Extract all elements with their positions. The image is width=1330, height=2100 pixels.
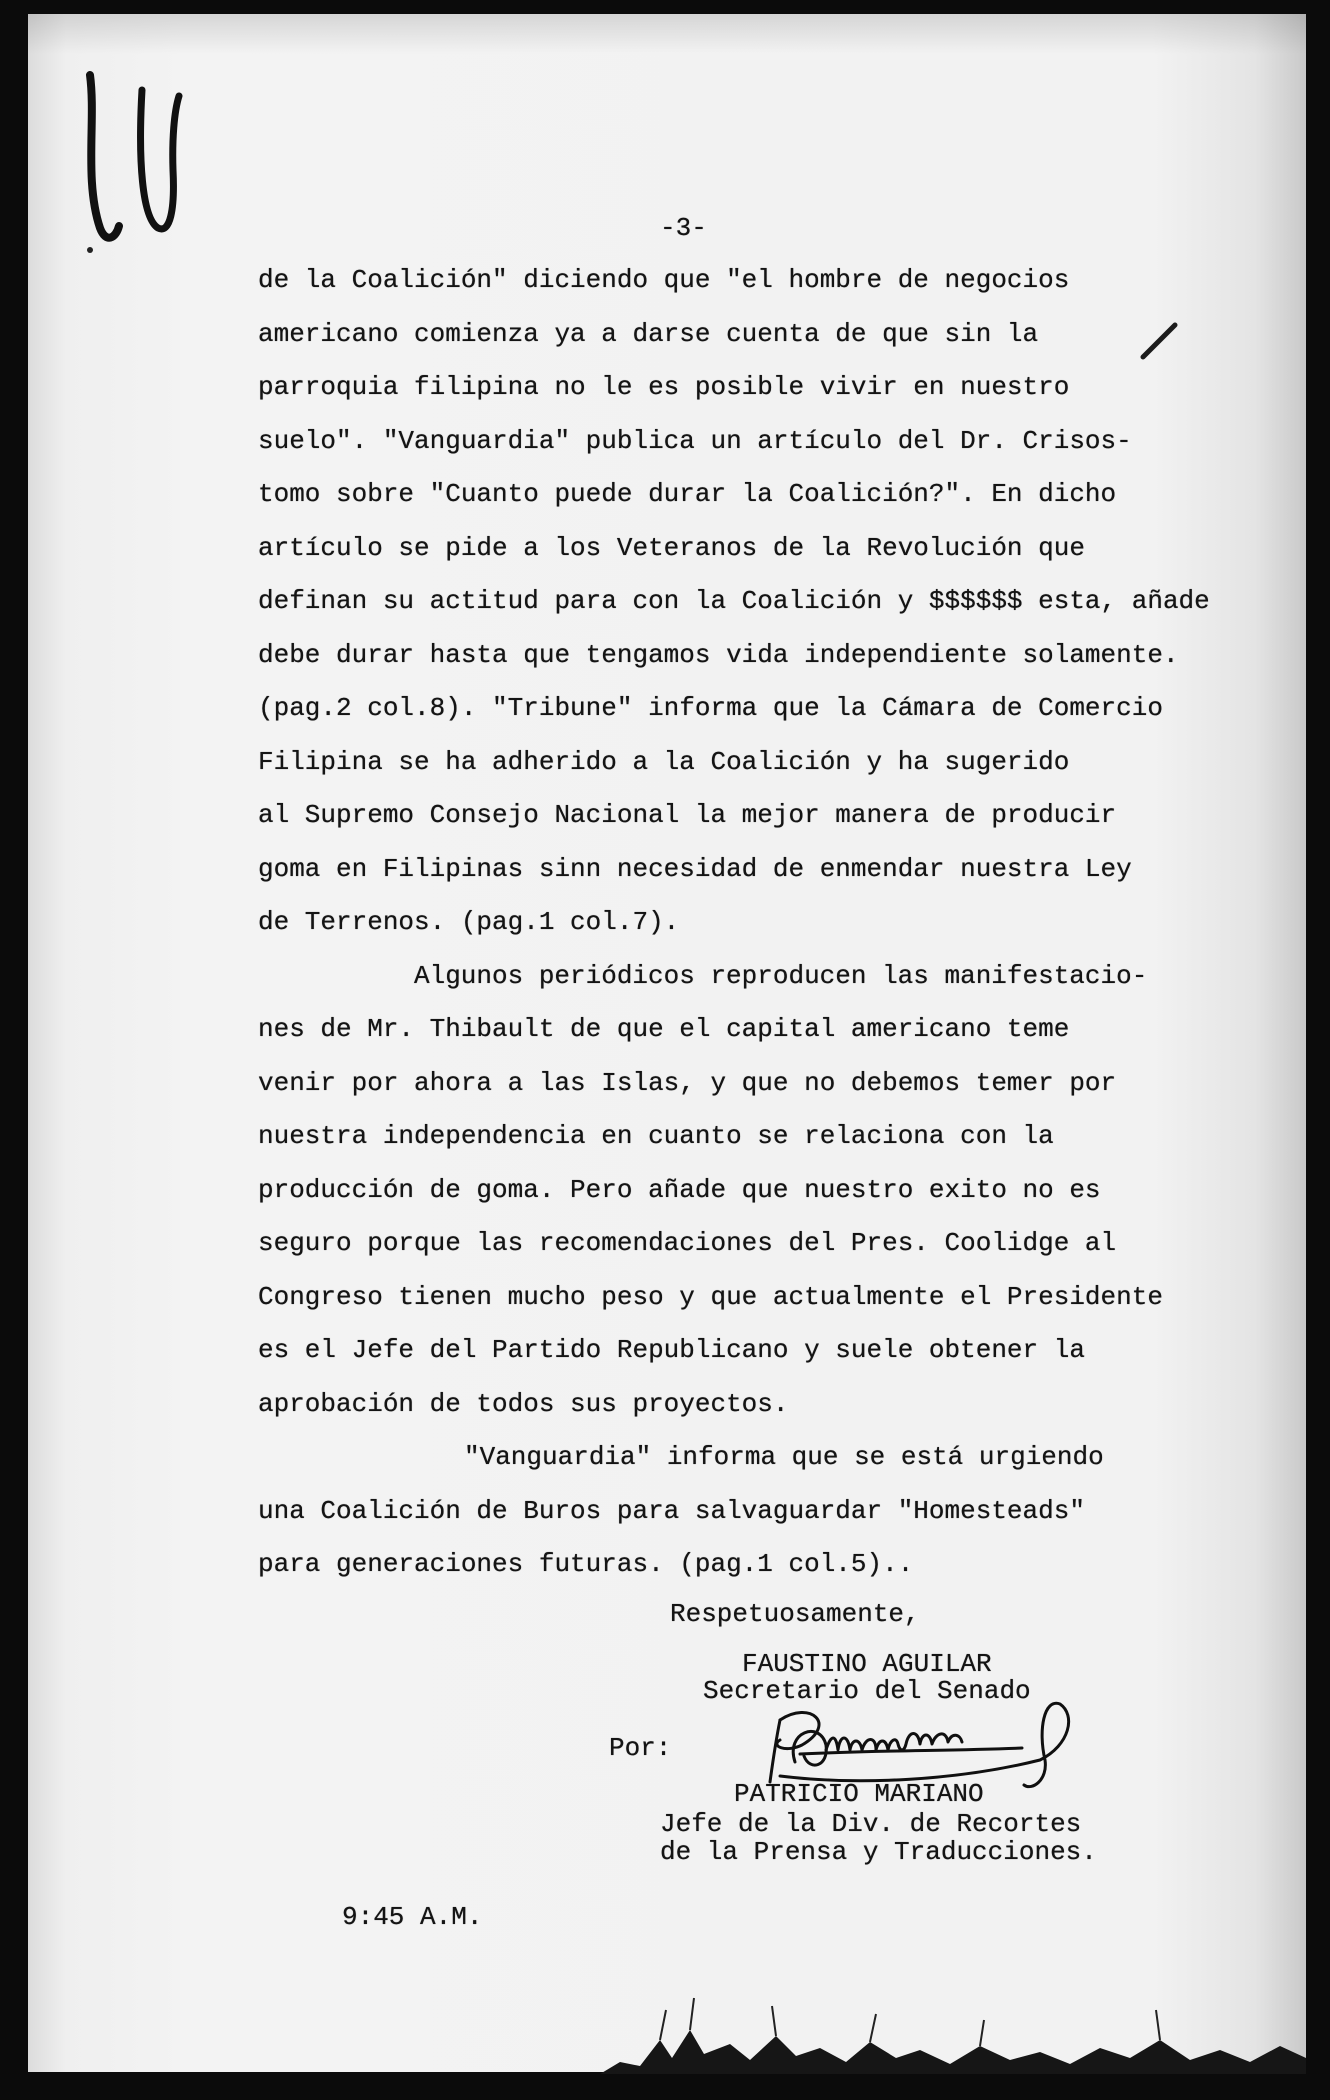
text-line: Filipina se ha adherido a la Coalición y ha sugerido (258, 746, 1070, 777)
text-line: de Terrenos. (pag.1 col.7). (258, 907, 680, 937)
by-label: Por: (609, 1733, 672, 1763)
agent-title-line-1: Jefe de la Div. de Recortes (660, 1809, 1082, 1839)
closing-salutation: Respetuosamente, (670, 1599, 920, 1629)
paragraph-first-line: "Vanguardia" informa que se está urgiendo (464, 1442, 1104, 1472)
text-line: para generaciones futuras. (pag.1 col.5).. (258, 1549, 914, 1579)
page-number: -3- (660, 213, 707, 243)
text-line: es el Jefe del Partido Republicano y suele obtener la (258, 1335, 1085, 1365)
agent-name: PATRICIO MARIANO (734, 1779, 984, 1809)
text-line: seguro porque las recomendaciones del Pres. Coolidge al (258, 1228, 1117, 1258)
text-line: producción de goma. Pero añade que nuestro exito no es (258, 1174, 1101, 1205)
signatory-title: Secretario del Senado (703, 1676, 1031, 1706)
text-line: una Coalición de Buros para salvaguardar "Homesteads" (258, 1495, 1085, 1526)
text-line: nuestra independencia en cuanto se relaciona con la (258, 1121, 1054, 1151)
text-line: definan su actitud para con la Coalición y $$$$$$ esta, añade (258, 586, 1210, 616)
text-line: (pag.2 col.8). "Tribune" informa que la Cámara de Comercio (258, 693, 1163, 723)
text-line: de la Coalición" diciendo que "el hombre de negocios (258, 265, 1070, 295)
text-line: suelo". "Vanguardia" publica un artículo del Dr. Crisos- (258, 425, 1132, 456)
signatory-name: FAUSTINO AGUILAR (742, 1649, 992, 1679)
agent-title-line-2: de la Prensa y Traducciones. (660, 1837, 1097, 1867)
text-line: artículo se pide a los Veteranos de la Revolución que (258, 532, 1085, 563)
text-line: parroquia filipina no le es posible vivir en nuestro (258, 372, 1070, 402)
text-line: goma en Filipinas sinn necesidad de enmendar nuestra Ley (258, 853, 1132, 884)
text-line: aprobación de todos sus proyectos. (258, 1388, 789, 1419)
text-line: nes de Mr. Thibault de que el capital americano teme (258, 1014, 1070, 1044)
torn-edge (600, 1970, 1306, 2074)
text-line: venir por ahora a las Islas, y que no debemos temer por (258, 1067, 1117, 1098)
body-text (258, 254, 1210, 1592)
text-line: tomo sobre "Cuanto puede durar la Coalición?". En dicho (258, 479, 1117, 509)
text-line: al Supremo Consejo Nacional la mejor manera de producir (258, 800, 1117, 830)
staple-mark (70, 60, 210, 260)
paper-shading (28, 14, 1306, 54)
paragraph-first-line: Algunos periódicos reproducen las manifestacio- (414, 960, 1148, 991)
text-line: Congreso tienen mucho peso y que actualmente el Presidente (258, 1281, 1163, 1312)
text-line: americano comienza ya a darse cuenta de que sin la (258, 318, 1039, 349)
time-note: 9:45 A.M. (342, 1902, 483, 1932)
text-line: debe durar hasta que tengamos vida independiente solamente. (258, 639, 1179, 670)
